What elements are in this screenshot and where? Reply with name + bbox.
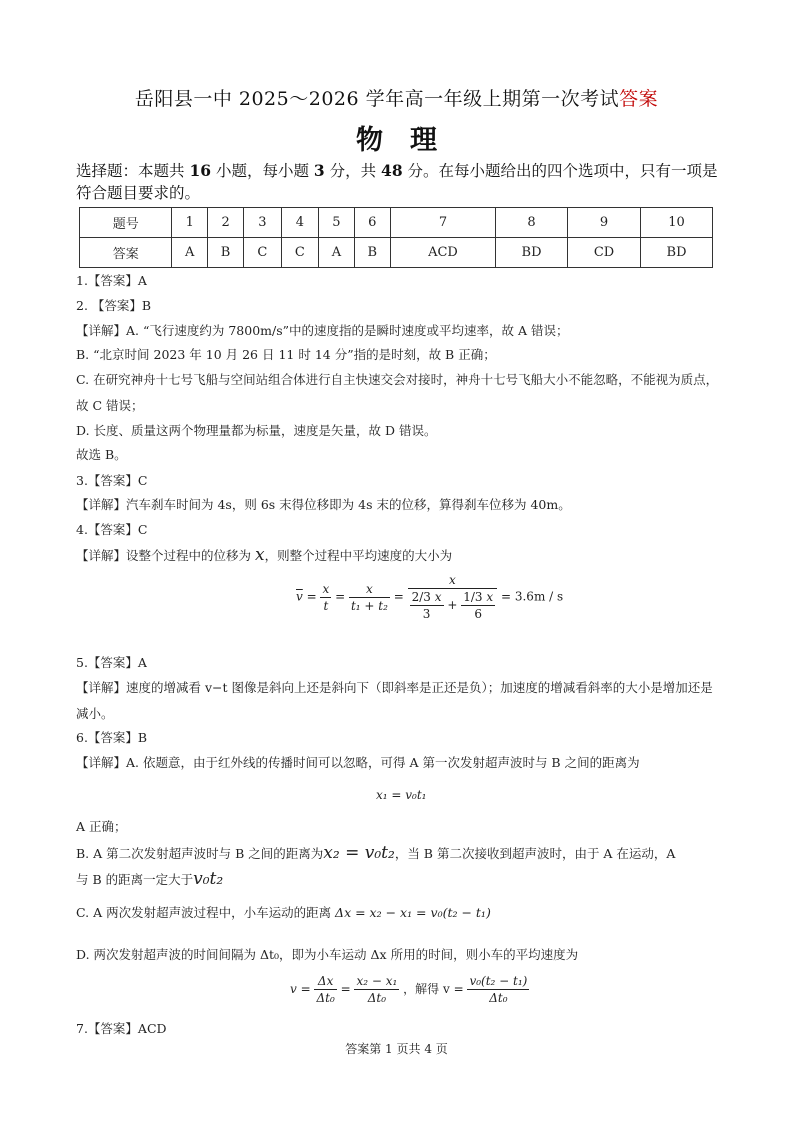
answer-2: 2. 【答案】B [76, 298, 152, 313]
answer-3: 3.【答案】C [76, 473, 148, 488]
table-cell: 3 [244, 208, 281, 238]
displacement-formula: Δx = x₂ − x₁ = v₀(t₂ − t₁) [335, 905, 491, 920]
denominator: t₁ + t₂ [350, 598, 388, 613]
page-title [0, 84, 793, 111]
table-row-answers [80, 238, 713, 268]
sub-fraction-1 [410, 589, 444, 622]
table-header-number: 题号 [80, 208, 172, 238]
explanation-2b: B. “北京时间 2023 年 10 月 26 日 11 时 14 分”指的是时刻，故 B 正确； [76, 347, 496, 362]
table-cell: 6 [354, 208, 390, 238]
table-cell: 9 [567, 208, 640, 238]
intro-text-2: 小题，每小题 [211, 162, 314, 180]
fraction-result [467, 973, 529, 1006]
explanation-6a: 【详解】A. 依题意，由于红外线的传播时间可以忽略，可得 A 第一次发射超声波时与 B 之间的距离为 [76, 755, 640, 770]
numerator: Δx [314, 973, 336, 990]
table-cell: BD [496, 238, 568, 268]
distance-formula-2: x₂ = v₀t₂ [323, 843, 395, 863]
explanation-2d: D. 长度、质量这两个物理量都为标量，速度是矢量，故 D 错误。 [76, 423, 437, 438]
explanation-3: 【详解】汽车刹车时间为 4s，则 6s 末得位移即为 4s 末的位移，算得刹车位移为 40m。 [76, 497, 571, 512]
table-cell: 10 [641, 208, 713, 238]
table-cell: A [319, 238, 355, 268]
denominator: Δt₀ [489, 991, 508, 1005]
table-cell: 2 [208, 208, 244, 238]
title-answer-label: 答案 [619, 88, 659, 110]
table-cell: C [244, 238, 281, 268]
equals-sign: = [306, 589, 321, 604]
intro-question-count: 16 [189, 161, 212, 180]
explanation-4-text-b: ，则整个过程中平均速度的大小为 [264, 548, 453, 563]
table-cell: BD [641, 238, 713, 268]
denominator: Δt₀ [367, 991, 387, 1005]
answer-7: 7.【答案】ACD [76, 1021, 167, 1036]
numerator: x [349, 581, 390, 598]
explanation-6b-cont [76, 866, 721, 893]
variable-x: x [254, 545, 265, 565]
fraction-x2-x1 [354, 973, 399, 1006]
table-cell: CD [567, 238, 640, 268]
distance-expression: v₀t₂ [193, 869, 224, 889]
explanation-4-text-a: 【详解】设整个过程中的位移为 [76, 548, 255, 563]
answer-1: 1.【答案】A [76, 273, 147, 288]
table-cell: 4 [281, 208, 318, 238]
formula-solve-text: ，解得 v = [403, 982, 464, 996]
answer-table [79, 207, 713, 268]
sub-den: 3 [422, 607, 431, 621]
table-cell: 8 [496, 208, 568, 238]
numerator: x [322, 581, 330, 596]
sub-fraction-2 [461, 589, 495, 622]
explanation-6b-text-c: 与 B 的距离一定大于 [76, 872, 194, 887]
numerator: x₂ − x₁ [356, 974, 398, 988]
sub-num: 2/3 x [411, 590, 442, 604]
sub-den: 6 [474, 607, 483, 621]
distance-formula-1: x₁ = v₀t₁ [376, 788, 427, 802]
intro-text-4: 分。在每小题给出的四个选项中，只有一项是符合题目要求的。 [76, 162, 718, 202]
explanation-6b-text-b: ，当 B 第二次接收到超声波时，由于 A 在运动，A [394, 846, 676, 861]
explanation-2c: C. 在研究神舟十七号飞船与空间站组合体进行自主快速交会对接时，神舟十七号飞船大小不能忽略，不能视为质点，故 C 错误； [76, 372, 719, 413]
formula-lhs: v = [290, 982, 311, 996]
explanation-4 [76, 542, 721, 569]
intro-total-points: 48 [381, 161, 403, 180]
table-cell: 7 [390, 208, 495, 238]
answer-6: 6.【答案】B [76, 730, 148, 745]
intro-points-each: 3 [313, 161, 325, 180]
numerator: v₀(t₂ − t₁) [469, 974, 528, 988]
table-cell: C [281, 238, 318, 268]
denominator: Δt₀ [316, 991, 335, 1005]
velocity-formula: v = $\frac{\Delta x}{\text{Δt₀}}$ = $\frac{\text{x₂ − x₁}}{\text{Δt₀}}$ ，解得 v = $\frac{\text{v₀(t₂ − t₁)}}{\text{Δt₀}}$ [290, 974, 528, 1005]
explanation-5: 【详解】速度的增减看 v−t 图像是斜向上还是斜向下（即斜率是正还是负）；加速度的增减看斜率的大小是增加还是减小。 [76, 680, 713, 721]
explanation-6b [76, 840, 721, 867]
equals-sign: = [335, 589, 349, 604]
explanation-6c-text: C. A 两次发射超声波过程中，小车运动的距离 [76, 905, 336, 920]
explanation-6c [76, 900, 721, 926]
explanation-2a: 【详解】A. “飞行速度约为 7800m/s”中的速度指的是瞬时速度或平均速率，故 A 错误； [76, 323, 569, 338]
table-cell: 5 [319, 208, 355, 238]
intro-text-3: 分，共 [324, 162, 382, 180]
average-velocity-formula [296, 572, 563, 622]
answer-5: 5.【答案】A [76, 655, 147, 670]
answer-4: 4.【答案】C [76, 522, 148, 537]
explanation-6d: D. 两次发射超声波的时间间隔为 Δt₀，即为小车运动 Δx 所用的时间，则小车的平均速度为 [76, 947, 579, 962]
table-cell: B [354, 238, 390, 268]
page-footer: 答案第 1 页共 4 页 [345, 1042, 448, 1056]
intro-text-1: 选择题：本题共 [76, 162, 190, 180]
equals-sign: = [393, 589, 408, 604]
fraction-dx-dt [314, 973, 336, 1006]
table-cell: ACD [390, 238, 495, 268]
formula-result: = 3.6m / s [500, 589, 564, 604]
table-cell: A [172, 238, 208, 268]
table-row-numbers [80, 208, 713, 238]
table-cell: B [208, 238, 244, 268]
numerator: x [408, 572, 498, 589]
choice-instructions [76, 160, 724, 204]
sub-num: 1/3 x [463, 590, 494, 604]
table-cell: 1 [172, 208, 208, 238]
compound-denominator: $\frac{2/3 x}{3}$ + $\frac{1/3 x}{6}$ [411, 590, 494, 621]
fraction-x-over-t1-t2 [349, 581, 390, 614]
explanation-6a-result: A 正确； [76, 819, 127, 834]
formula-v-bar: $\overline{v}$ [296, 589, 303, 604]
subject-heading: 物 理 [356, 125, 437, 156]
title-main: 岳阳县一中 2025～2026 学年高一年级上期第一次考试 [134, 88, 620, 110]
table-header-answer: 答案 [80, 238, 172, 268]
explanation-6b-text-a: B. A 第二次发射超声波时与 B 之间的距离为 [76, 846, 324, 861]
fraction-x-over-t [320, 581, 331, 614]
fraction-compound [408, 572, 498, 622]
denominator: t [323, 598, 329, 613]
conclusion-2: 故选 B。 [76, 447, 127, 462]
